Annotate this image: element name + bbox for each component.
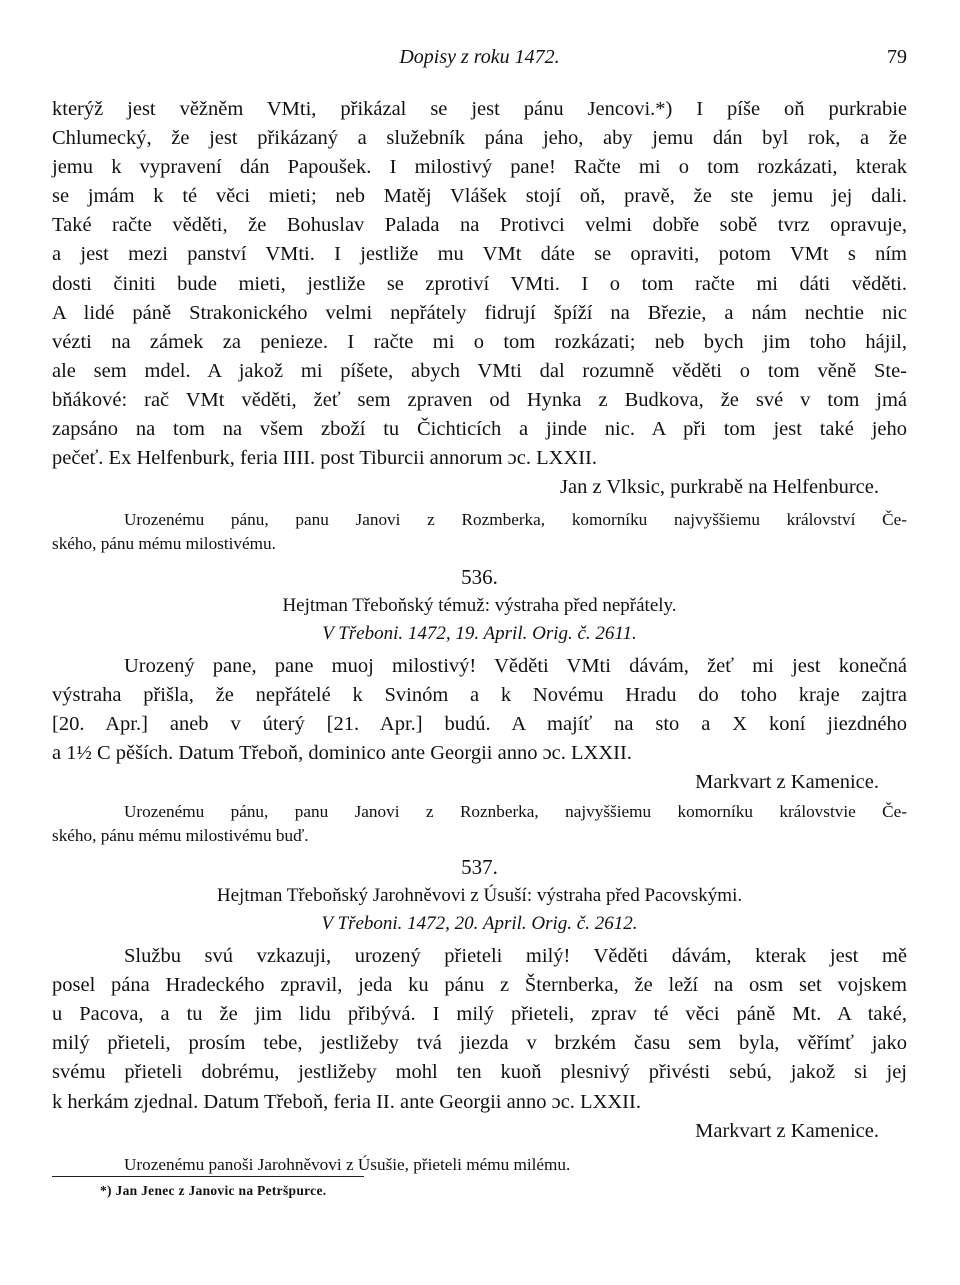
text-line: milý přieteli, prosím tebe, jestližeby tvá jiezda v brzkém času sem byla, věřímť jako [52,1032,907,1055]
letter-number: 537. [461,855,498,879]
letter-537 [52,853,907,1146]
address-line: Urozenému pánu, panu Janovi z Roznberka, najvyššiemu komorníku královstvie Če- [124,802,907,821]
text-line: dosti činiti bude mieti, jestliže se zprotiví VMti. I o tom račte mi dáti věděti. [52,272,907,295]
letter-heading: Hejtman Třeboňský Jarohněvovi z Úsuší: výstraha před Pacovskými. [216,885,743,907]
text-line: posel pána Hradeckého zpravil, jeda ku pánu z Šternberka, že leží na osm set vojskem [52,974,907,997]
text-line: bňákové: rač VMt věděti, žeť sem zpraven od Hynka z Budkova, že své v tom jmá [52,388,907,411]
letter-source: V Třeboni. 1472, 19. April. Orig. č. 2611. [322,623,637,645]
signature: Markvart z Kamenice. [695,1119,879,1142]
letter-source: V Třeboni. 1472, 20. April. Orig. č. 2612. [321,913,638,935]
text-line: Také račte věděti, že Bohuslav Palada na Protivci velmi dobře sobě tvrz opravuje, [52,214,907,237]
address-line: Urozenému pánu, panu Janovi z Rozmberka, komorníku najvyššiemu království Če- [124,510,907,529]
address-line: Urozenému panoši Jarohněvovi z Úsušie, přieteli mému milému. [124,1155,571,1174]
page-number: 79 [887,46,907,68]
letter-536 [52,563,907,798]
signature: Markvart z Kamenice. [695,771,879,794]
letter-heading: Hejtman Třeboňský témuž: výstraha před nepřátely. [282,595,677,617]
text-line: svému přieteli dobrému, jestližeby mohl ten kuoň plesnivý přivésti sebú, jakož si jej [52,1061,907,1084]
text-line: a 1½ C pěších. Datum Třeboň, dominico ante Georgii anno ɔc. LXXII. [52,742,632,765]
text-line: se jmám k té věci mieti; neb Matěj Vlášek stojí oň, pravě, že ste jemu jej dali. [52,185,907,208]
text-line: Urozený pane, pane muoj milostivý! Věděti VMti dávám, žeť mi jest konečná [124,655,907,678]
letter-534-address [52,508,907,556]
text-line: ale sem mdel. A jakož mi píšete, abych VMti dal rozumně věděti o tom věně Ste- [52,359,907,382]
text-line: k herkám zjednal. Datum Třeboň, feria II. ante Georgii anno ɔc. LXXII. [52,1090,641,1113]
text-line: [20. Apr.] aneb v úterý [21. Apr.] budú. A majíť na sto a X koní jiezdného [52,713,907,736]
footnote-rule [52,1176,364,1177]
letter-number: 536. [461,565,498,589]
letter-536-address [52,800,907,848]
text-line: Službu svú vzkazuji, urozený přieteli milý! Věděti dávám, kterak jest mě [124,945,907,968]
letter-534-body [52,95,907,502]
address-line: ského, pánu mému milostivému buď. [52,826,309,845]
text-line: zapsáno na tom na všem zboží tu Čichticích a jinde nic. A při tom jest také jeho [52,418,907,441]
page-header [52,46,907,76]
running-title: Dopisy z roku 1472. [399,46,560,68]
text-line: u Pacova, a tu že jim lidu přibývá. I milý přieteli, zprav té věci páně Mt. A také, [52,1003,907,1026]
signature: Jan z Vlksic, purkrabě na Helfenburce. [560,476,879,499]
text-line: výstraha přišla, že nepřátelé k Svinóm a k Novému Hradu do toho kraje zajtra [52,684,907,707]
text-line: Chlumecký, že jest přikázaný a služebník pána jeho, aby jemu dán byl rok, a že [52,127,907,150]
text-line: pečeť. Ex Helfenburk, feria IIII. post Tiburcii annorum ɔc. LXXII. [52,447,598,470]
footnote: *) Jan Jenec z Janovic na Petršpurce. [100,1183,327,1198]
text-line: a jest mezi panství VMti. I jestliže mu VMt dáte se opraviti, potom VMt s ním [52,243,907,266]
address-line: ského, pánu mému milostivému. [52,534,276,553]
text-line: vézti na zámek za penieze. I račte mi o tom rozkázati; neb bych jim toho hájil, [52,330,907,353]
letter-537-address [52,1153,907,1177]
text-line: jemu k vypravení dán Papoušek. I milostivý pane! Račte mi o tom rozkázati, kterak [52,156,907,179]
text-line: kterýž jest věžněm VMti, přikázal se jest pánu Jencovi.*) I píše oň purkrabie [52,98,907,120]
text-line: A lidé páně Strakonického velmi nepřátely fidrují špíží na Březie, a nám nechtie nic [52,301,907,324]
